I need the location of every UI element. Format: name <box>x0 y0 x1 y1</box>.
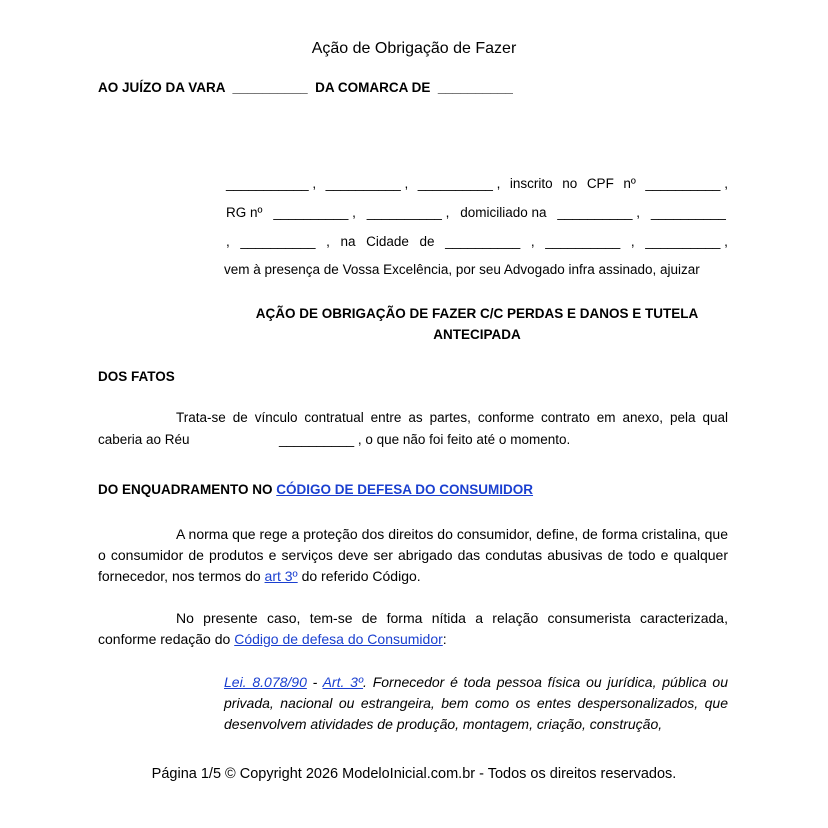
cdc-heading-link[interactable]: CÓDIGO DE DEFESA DO CONSUMIDOR <box>276 482 534 497</box>
facts-text-line-2: caberia ao Réu <box>98 432 190 447</box>
party-line-3-word: __________ , <box>645 234 728 249</box>
party-line-3-word: __________ <box>240 234 316 249</box>
party-line-1-word: CPF <box>586 176 614 191</box>
party-line-3-word: Cidade <box>366 234 409 249</box>
party-line-1-word: inscrito <box>509 176 553 191</box>
party-line-3-word: __________ <box>545 234 621 249</box>
party-line-2-word: __________ , <box>366 205 450 220</box>
party-line-2 <box>226 205 726 220</box>
party-line-4: vem à presença de Vossa Excelência, por seu Advogado infra assinado, ajuizar <box>224 262 700 277</box>
party-line-1-word: __________ , <box>645 176 728 191</box>
action-title <box>226 303 728 345</box>
party-line-2-word: domiciliado na <box>460 205 547 220</box>
facts-text-line-3: __________ , o que não foi feito até o momento. <box>279 432 571 447</box>
facts-text-line-1: Trata-se de vínculo contratual entre as partes, conforme contrato em anexo, pela qual <box>176 410 728 425</box>
party-line-2-word: __________ , <box>557 205 640 220</box>
action-title-line-1: AÇÃO DE OBRIGAÇÃO DE FAZER C/C PERDAS E DANOS E TUTELA <box>255 306 699 321</box>
paragraph-1-text-after: do referido Código. <box>297 568 421 584</box>
action-title-line-2: ANTECIPADA <box>433 327 521 342</box>
party-line-3-word: na <box>340 234 356 249</box>
party-line-3-word: , <box>226 234 230 249</box>
quote-text: . Fornecedor é toda pessoa física ou jurídica, pública ou privada, nacional ou estrangeira, bem como os entes despersonalizados, que desenvolvem atividades de produção, montagem, criação, construção, <box>224 674 728 732</box>
cdc-heading-prefix: DO ENQUADRAMENTO NO <box>98 482 277 497</box>
law-8078-link[interactable]: Lei. 8.078/90 <box>224 674 307 690</box>
party-line-3-word: , <box>530 234 535 249</box>
party-line-3-word: __________ <box>445 234 521 249</box>
quote-separator: - <box>306 674 323 690</box>
party-line-1-word: nº <box>623 176 636 191</box>
facts-heading: DOS FATOS <box>98 369 175 384</box>
party-line-3-word: , <box>630 234 635 249</box>
art-3-quote-link[interactable]: Art. 3º <box>322 674 364 690</box>
party-line-1-word: ___________ , <box>226 176 317 191</box>
party-line-3-word: , <box>326 234 330 249</box>
cdc-heading <box>98 482 533 497</box>
art-3-link[interactable]: art 3º <box>264 568 298 584</box>
page-footer: Página 1/5 © Copyright 2026 ModeloInicial.com.br - Todos os direitos reservados. <box>151 766 677 782</box>
paragraph-2-text-after: : <box>442 631 447 647</box>
paragraph-consumer-rights <box>98 524 728 587</box>
paragraph-2-text-before: No presente caso, tem-se de forma nítida a relação consumerista caracterizada, conforme redação do <box>98 610 728 647</box>
document-title: Ação de Obrigação de Fazer <box>311 40 517 57</box>
addressee-line: AO JUÍZO DA VARA __________ DA COMARCA DE __________ <box>98 80 513 95</box>
party-line-1-word: __________ , <box>417 176 501 191</box>
party-line-1-word: no <box>562 176 578 191</box>
party-line-2-word: RG nº <box>226 205 263 220</box>
party-line-3-word: de <box>419 234 435 249</box>
party-line-1 <box>226 176 728 191</box>
cdc-link[interactable]: Código de defesa do Consumidor <box>234 631 443 647</box>
party-line-3 <box>226 234 728 249</box>
party-line-2-word: __________ <box>650 205 726 220</box>
party-line-1-word: __________ , <box>325 176 409 191</box>
law-quote <box>224 672 728 735</box>
paragraph-consumer-relation <box>98 608 728 650</box>
paragraph-1-text-before: A norma que rege a proteção dos direitos do consumidor, define, de forma cristalina, que o consumidor de produtos e serviços deve ser abrigado das condutas abusivas de todo e qualquer fornecedor, nos termos do <box>98 526 728 584</box>
party-line-2-word: __________ , <box>273 205 356 220</box>
